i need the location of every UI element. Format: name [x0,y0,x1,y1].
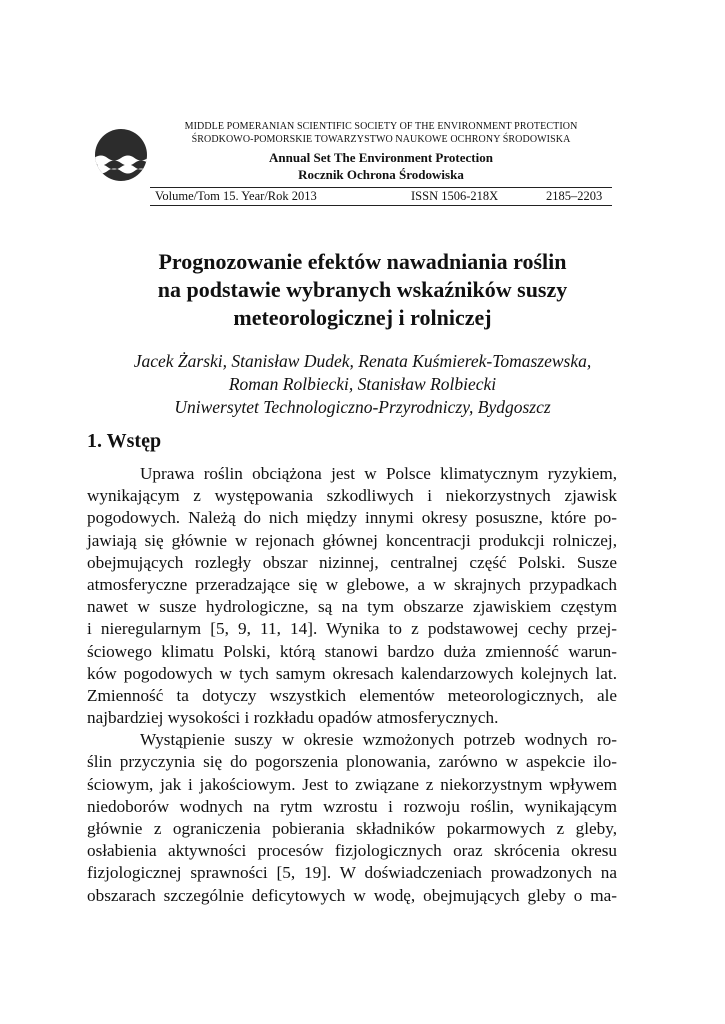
title-line: meteorologicznej i rolniczej [233,305,492,330]
paragraph-line: osłabienia aktywności procesów fizjologicznych oraz skrócenia okresu [87,841,617,861]
paragraph-line: Wystąpienie suszy w okresie wzmożonych potrzeb wodnych ro- [140,730,617,750]
article-title [90,248,635,332]
paragraph-line: ków pogodowych w tych samym okresach kalendarzowych kolejnych lat. [87,663,617,683]
authors-line: Roman Rolbiecki, Stanisław Rolbiecki [228,374,497,394]
paragraph-line: ściowym, jak i jakościowym. Jest to związane z niekorzystnym wpływem [87,774,617,794]
paragraph-line: najbardziej wysokości i rozkładu opadów atmosferycznych. [87,708,499,728]
journal-title-en: Annual Set The Environment Protection [269,150,493,165]
paragraph-line: atmosferyczne przeradzające się w glebowe, a w skrajnych przypadkach [87,574,617,594]
paragraph-line: nawet w susze hydrologiczne, są na tym obszarze zjawiskiem częstym [87,597,617,617]
authors-block [70,350,655,419]
paragraph-line: i nieregularnym [5, 9, 11, 14]. Wynika to z podstawowej cechy przej- [87,619,617,639]
paragraph-line: fizjologicznej sprawności [5, 19]. W doświadczeniach prowadzonych na [87,863,617,883]
paragraph-line: ściowego klimatu Polski, którą stanowi bardzo duża zmienność warun- [87,641,617,661]
section-heading: 1. Wstęp [87,430,162,452]
body-text [87,463,617,907]
society-name-en: MIDDLE POMERANIAN SCIENTIFIC SOCIETY OF THE ENVIRONMENT PROTECTION [184,121,578,132]
header-divider-top [150,187,612,188]
page-range: 2185–2203 [546,189,603,203]
authors-line: Jacek Żarski, Stanisław Dudek, Renata Kuśmierek-Tomaszewska, [133,351,592,371]
paragraph-line: ślin przyczynia się do pogorszenia plonowania, zarówno w aspekcie ilo- [87,752,617,772]
paragraph-line: jawiają się głównie w rejonach głównej koncentracji produkcji rolniczej, [87,530,617,550]
journal-title-pl: Rocznik Ochrona Środowiska [298,167,464,182]
title-line: na podstawie wybranych wskaźników suszy [157,277,568,302]
volume-year: Volume/Tom 15. Year/Rok 2013 [155,189,317,203]
paragraph-line: pogodowych. Należą do nich między innymi okresy posuszne, które po- [87,508,617,528]
paragraph-line: wynikającym z występowania szkodliwych i niekorzystnych zjawisk [87,486,617,506]
paragraph-line: obszarach szczególnie deficytowych w wodę, obejmujących gleby o ma- [87,885,617,905]
society-logo [94,128,148,182]
paragraph-line: Uprawa roślin obciążona jest w Polsce klimatycznym ryzykiem, [140,464,617,483]
title-line: Prognozowanie efektów nawadniania roślin [158,249,567,274]
society-name-pl: ŚRODKOWO-POMORSKIE TOWARZYSTWO NAUKOWE OCHRONY ŚRODOWISKA [191,134,571,145]
header-divider-bottom [150,205,612,206]
affiliation: Uniwersytet Technologiczno-Przyrodniczy, Bydgoszcz [174,397,551,417]
paragraph-line: obejmujących rozległy obszar nizinnej, centralnej część Polski. Susze [87,552,617,572]
paragraph-line: głównie z ograniczenia pobierania składników pokarmowych z gleby, [87,819,617,838]
paragraph-line: Zmienność ta dotyczy wszystkich elementów meteorologicznych, ale [87,685,617,705]
issn: ISSN 1506-218X [411,189,499,203]
paragraph-line: niedoborów wodnych na rytm wzrostu i rozwoju roślin, wynikającym [87,796,617,816]
